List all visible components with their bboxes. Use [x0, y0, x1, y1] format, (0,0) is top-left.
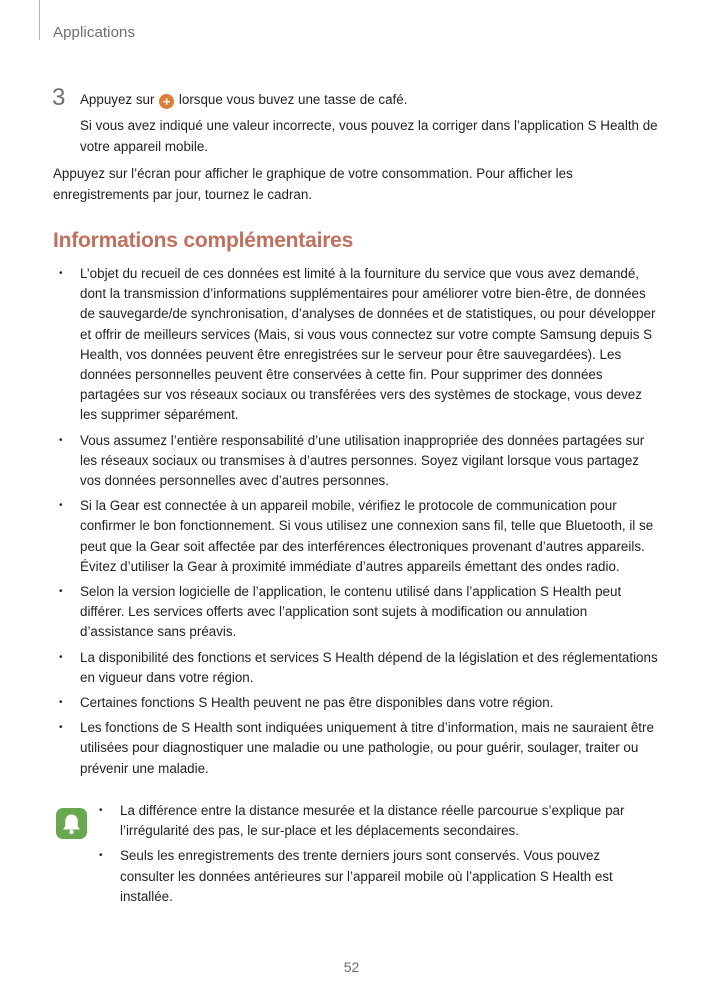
- list-item-text: Les fonctions de S Health sont indiquées uniquement à titre d’information, mais ne sauraient être utilisées pour diagnostiquer une maladie ou une pathologie, ou pour guérir, soulager, traiter ou prévenir une maladie.: [80, 720, 654, 776]
- list-item: [53, 582, 658, 643]
- list-item: [53, 496, 658, 577]
- list-item-text: Vous assumez l’entière responsabilité d’une utilisation inappropriée des données partagées sur les réseaux sociaux ou transmises à d’autres personnes. Soyez vigilant lorsque vous partagez vos données personnelles avec d’autres personnes.: [80, 432, 645, 489]
- body-paragraph: Appuyez sur l’écran pour afficher le graphique de votre consommation. Pour afficher les enregistrements par jour, tournez le cadran.: [53, 166, 573, 202]
- bullet-dot: •: [59, 722, 63, 734]
- list-item-text: Si la Gear est connectée à un appareil mobile, vérifiez le protocole de communication pour confirmer le bon fonctionnement. Si vous utilisez une connexion sans fil, telle que Bluetooth, il se peut que la Gear soit affectée par des interférences électroniques provenant d’autres appareils. Évitez d’utiliser la Gear à proximité immédiate d’autres appareils émettant des ondes radio.: [80, 498, 654, 574]
- bullet-dot: •: [59, 697, 63, 709]
- notice-item-text: Seuls les enregistrements des trente derniers jours sont conservés. Vous pouvez consulter les données antérieures sur l’appareil mobile où l’application S Health est installée.: [120, 848, 613, 904]
- list-item-text: La disponibilité des fonctions et services S Health dépend de la législation et des réglementations en vigueur dans votre région.: [80, 649, 658, 685]
- bullet-dot: •: [59, 500, 63, 512]
- page-number: 52: [343, 959, 360, 975]
- notice-item-text: La différence entre la distance mesurée et la distance réelle parcourue s’explique par l’irrégularité des pas, le sur-place et les déplacements secondaires.: [120, 803, 625, 839]
- step-number: 3: [52, 84, 66, 111]
- header-rule: [39, 0, 40, 40]
- step-text-after: lorsque vous buvez une tasse de café.: [178, 92, 408, 107]
- notice-item: [93, 846, 658, 907]
- info-bullet-list: [53, 264, 658, 784]
- step-text-before: Appuyez sur: [80, 92, 155, 107]
- bell-notice-icon: [55, 807, 88, 840]
- plus-circle-icon: +: [159, 94, 174, 109]
- section-heading: Informations complémentaires: [53, 229, 354, 252]
- bullet-dot: •: [59, 268, 63, 279]
- step-instruction: [80, 90, 407, 110]
- list-item: [53, 718, 658, 779]
- step-note: Si vous avez indiqué une valeur incorrecte, vous pouvez la corriger dans l’application S Health de votre appareil mobile.: [80, 118, 658, 154]
- bullet-dot: •: [99, 850, 103, 862]
- bullet-dot: •: [59, 434, 63, 446]
- bullet-dot: •: [59, 651, 63, 663]
- bullet-dot: •: [59, 586, 63, 598]
- section-label: Applications: [53, 24, 136, 41]
- list-item: [53, 431, 658, 492]
- notice-list: [93, 801, 658, 912]
- list-item-text: L’objet du recueil de ces données est limité à la fourniture du service que vous avez demandé, dont la transmission d’informations supplémentaires pour améliorer votre bien-être, de données de sauvegarde/de synchronisation, d’analyses de données et de statistiques, ou pour développer et offrir de meilleurs services (Mais, si vous vous connectez sur votre compte Samsung depuis S Health, vos données peuvent être enregistrées sur le serveur pour être sauvegardées). Les données personnelles peuvent être conservées à cette fin. Pour supprimer des données partagées sur vos réseaux sociaux ou transférées vers des systèmes de stockage, vous devez les supprimer séparément.: [80, 266, 656, 423]
- list-item: [53, 693, 658, 713]
- list-item-text: Selon la version logicielle de l’application, le contenu utilisé dans l’application S Health peut différer. Les services offerts avec l’application sont sujets à modification ou annulation d’assistance sans préavis.: [80, 584, 622, 640]
- notice-item: [93, 801, 658, 841]
- list-item: [53, 648, 658, 688]
- bullet-dot: •: [99, 805, 103, 816]
- list-item: [53, 264, 658, 426]
- list-item-text: Certaines fonctions S Health peuvent ne pas être disponibles dans votre région.: [80, 695, 554, 711]
